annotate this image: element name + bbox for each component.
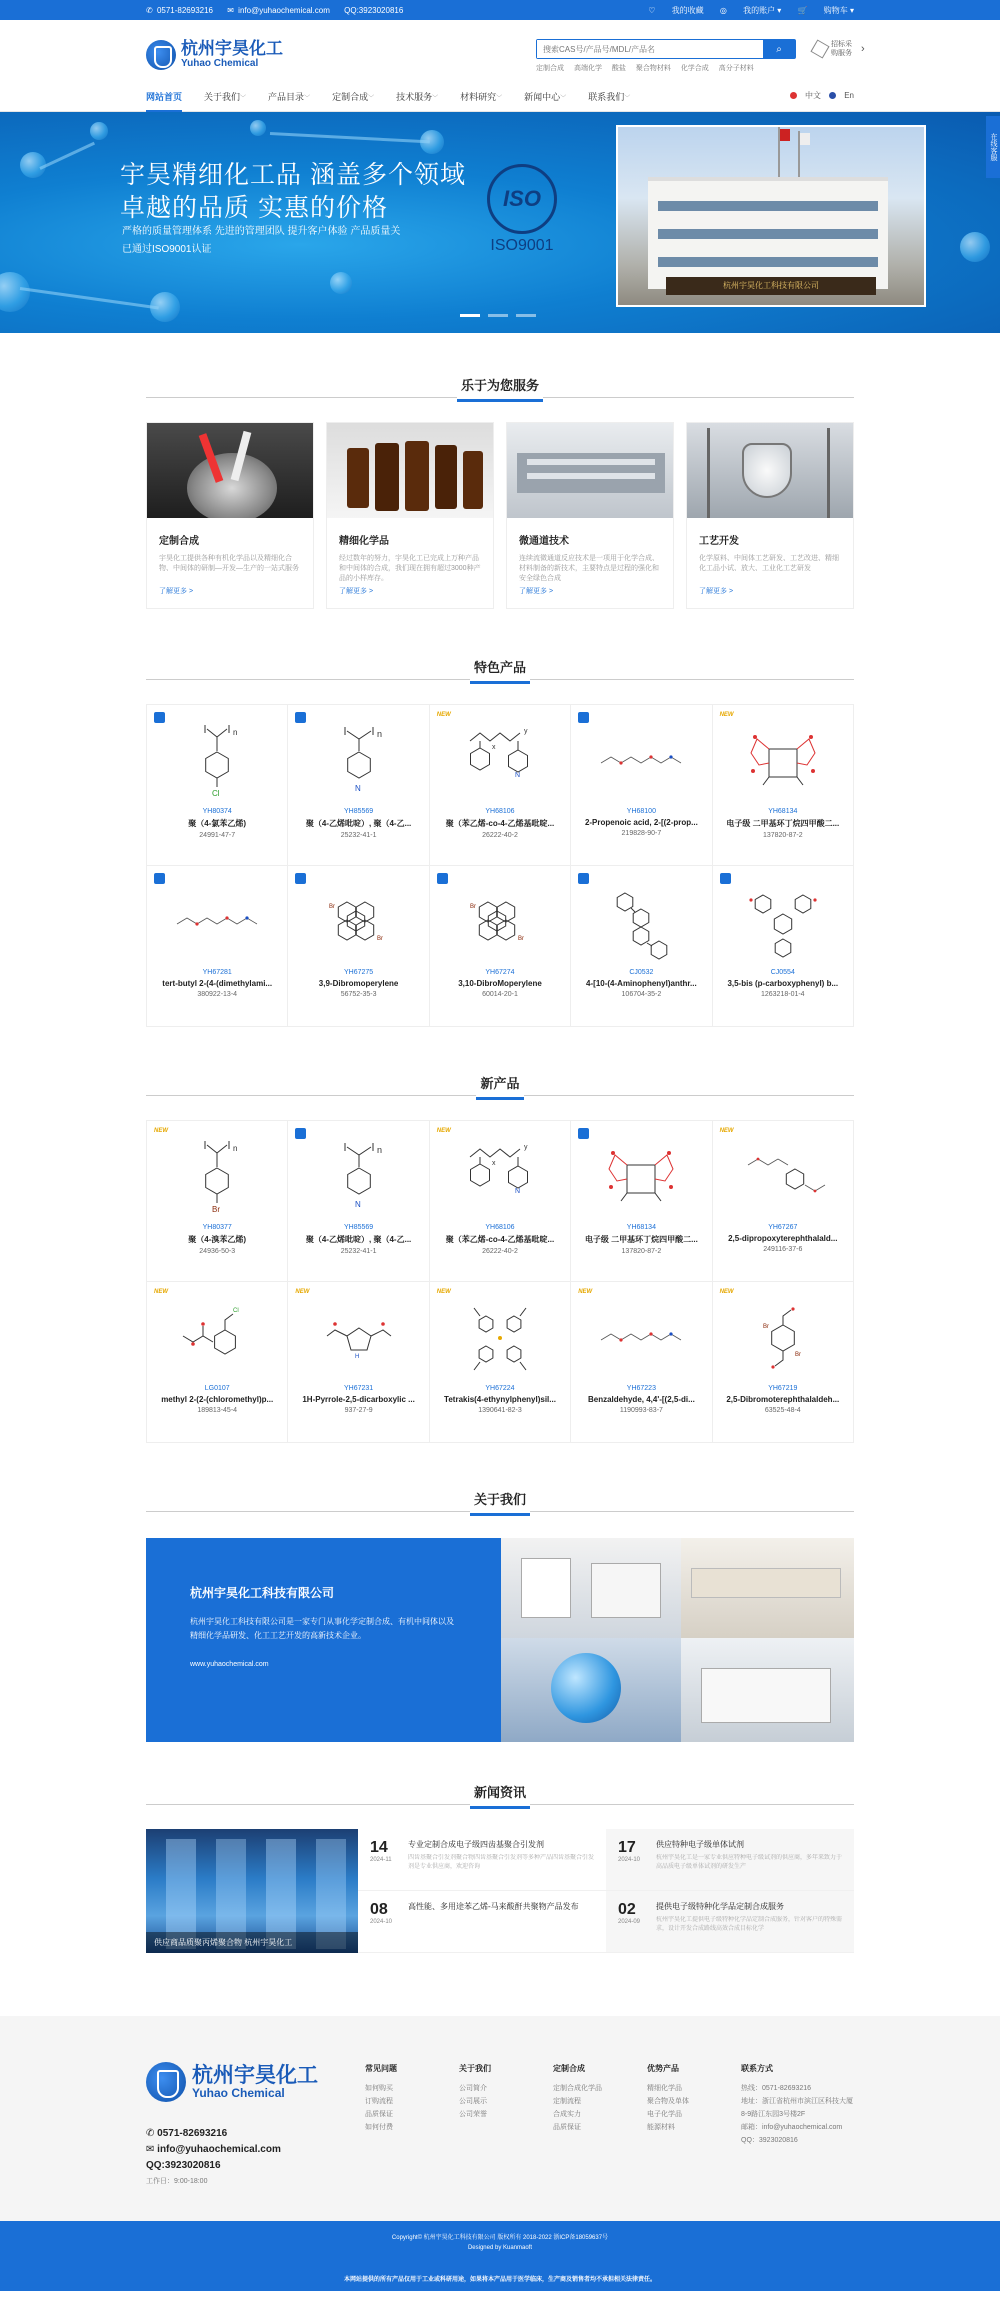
featured-grid (146, 704, 854, 1027)
carousel-dot[interactable] (516, 314, 536, 317)
product-cas: 25232-41-1 (340, 832, 377, 839)
molecule-structure-icon (167, 719, 267, 801)
favorites-link[interactable]: ♡ 我的收藏 (648, 5, 704, 15)
footer-link[interactable]: 公司展示 (459, 2098, 487, 2105)
product-card[interactable] (147, 705, 288, 866)
product-cas: 26222-40-2 (482, 832, 518, 839)
search-area (536, 39, 796, 73)
molecule-structure-icon (591, 1296, 691, 1378)
product-cas: 249116-37-6 (763, 1246, 803, 1253)
thumb-up-badge-icon (295, 873, 306, 884)
language-switch (784, 90, 854, 101)
product-name[interactable]: methyl 2-(2-(chloromethyl)p... (161, 1395, 274, 1404)
nav-contact[interactable]: 联系我们﹀ (588, 92, 631, 102)
news-featured[interactable] (146, 1829, 358, 1953)
thumb-up-badge-icon (578, 712, 589, 723)
new-products-title: 新产品 (146, 1073, 854, 1095)
svg-text:Cl: Cl (233, 1308, 239, 1314)
service-link[interactable] (813, 40, 865, 58)
designer-credit[interactable]: Designed by Kuanmaoft (467, 2245, 533, 2251)
search-tag[interactable]: 高端化学 (573, 65, 602, 72)
product-code[interactable]: YH67224 (485, 1385, 515, 1392)
nav-tech-service[interactable]: 技术服务﹀ (396, 92, 439, 102)
phone-icon: ✆ (146, 5, 155, 15)
china-flag-icon (790, 92, 797, 99)
product-cas: 24991-47-7 (199, 832, 236, 839)
service-label: 招标采购服务 (831, 41, 852, 57)
nav-about[interactable]: 关于我们﹀ (204, 92, 247, 102)
site-footer (0, 2016, 1000, 2221)
uk-flag-icon (829, 92, 836, 99)
hero-banner[interactable] (0, 112, 1000, 333)
product-code[interactable]: YH67223 (626, 1385, 656, 1392)
product-card[interactable] (288, 1282, 429, 1443)
molecule-structure-icon (309, 719, 409, 801)
footer-link[interactable]: 能源材料 (647, 2124, 675, 2131)
footer-column (741, 2063, 861, 2147)
svg-text:N: N (514, 1188, 521, 1195)
copyright-text: Copyright© 杭州宇昊化工科技有限公司 版权所有 2018-2022 浙ICP备18059637号 (391, 2235, 609, 2241)
chevron-down-icon: ﹀ (368, 96, 375, 102)
svg-text:n: n (376, 1145, 382, 1155)
molecule-structure-icon (450, 880, 550, 962)
molecule-structure-icon (733, 880, 833, 962)
product-card[interactable] (713, 866, 854, 1027)
footer-link[interactable]: 合成实力 (553, 2111, 581, 2118)
product-code[interactable]: YH67275 (343, 969, 374, 976)
service-card[interactable] (686, 422, 854, 609)
chevron-down-icon: ﹀ (432, 96, 439, 102)
new-badge-icon: NEW (436, 1128, 451, 1134)
molecule-structure-icon (450, 1296, 550, 1378)
svg-text:x: x (491, 744, 496, 751)
svg-text:N: N (514, 772, 521, 779)
lang-cn[interactable]: 中文 (790, 91, 821, 100)
product-card[interactable] (430, 705, 571, 866)
molecule-structure-icon (733, 1296, 833, 1378)
about-section (146, 1538, 854, 1742)
nav-material-research[interactable]: 材料研究﹀ (460, 92, 503, 102)
product-name[interactable]: 聚（苯乙烯-co-4-乙烯基吡啶... (445, 819, 555, 828)
svg-text:Br: Br (517, 936, 524, 942)
thumb-up-badge-icon (578, 1128, 589, 1139)
service-desc: 宇昊化工提供各种有机化学品以及精细化合物、中间体的研制—开发—生产的一站式服务 (159, 555, 299, 572)
product-card[interactable] (571, 866, 712, 1027)
product-cas: 60014-20-1 (482, 991, 518, 998)
footer-link[interactable]: 品质保证 (553, 2124, 581, 2131)
new-badge-icon: NEW (436, 1289, 451, 1295)
cart-link[interactable]: 🛒 购物车 ▾ (797, 5, 854, 15)
svg-text:n: n (376, 729, 382, 739)
footer-columns (365, 2063, 861, 2147)
service-desc: 连续流微通道反应技术是一项用于化学合成、材料制备的新技术，主要特点是过程的强化和安全绿色合成 (519, 555, 659, 582)
footer-logo[interactable]: 杭州宇昊化工 Yuhao Chemical (146, 2062, 318, 2102)
legal-notice: 本网站提供的所有产品仅用于工业或科研用途，如果将本产品用于医学临床，生产商及销售者均不承担相关法律责任。 (343, 2277, 656, 2283)
product-code[interactable]: YH68100 (626, 808, 656, 815)
about-description: 杭州宇昊化工科技有限公司是一家专门从事化学定制合成、有机中间体以及精细化学品研发、化工工艺开发的高新技术企业。 (190, 1617, 454, 1640)
product-card[interactable] (571, 1282, 712, 1443)
logo-mark-icon (146, 2062, 186, 2102)
search-icon: ⌕ (776, 43, 782, 55)
footer-link: 热线：0571-82693216 (741, 2085, 812, 2092)
learn-more-link[interactable]: 了解更多 > (699, 588, 734, 595)
product-name[interactable]: 2,5-dipropoxyterephthalald... (728, 1234, 838, 1243)
molecule-structure-icon (733, 719, 833, 801)
product-card[interactable] (713, 705, 854, 866)
bottles-photo (327, 423, 493, 518)
footer-column (365, 2063, 459, 2147)
featured-title: 特色产品 (146, 657, 854, 679)
svg-text:N: N (354, 1200, 361, 1209)
chevron-down-icon: ﹀ (560, 96, 567, 102)
search-tag[interactable]: 高分子材料 (718, 65, 754, 72)
footer-link[interactable]: 如何付费 (365, 2124, 393, 2131)
svg-text:y: y (523, 1144, 528, 1151)
product-name[interactable]: Benzaldehyde, 4,4'-[(2,5-di... (587, 1395, 695, 1404)
chevron-down-icon: ﹀ (304, 96, 311, 102)
thumb-up-badge-icon (720, 873, 731, 884)
footer-link[interactable]: 聚合物及单体 (647, 2098, 689, 2105)
product-cas: 56752-35-3 (340, 991, 377, 998)
news-item[interactable]: 17 2024-10 供应特种电子级单体试剂 杭州宇昊化工是一家专业供应特种电子级试剂的供应商，多年来致力于高品质电子级单体试剂的研发生产 (606, 1829, 854, 1891)
molecule-decoration (330, 272, 352, 294)
product-card[interactable] (288, 705, 429, 866)
footer-link[interactable]: 定制流程 (553, 2098, 581, 2105)
news-title: 新闻资讯 (146, 1782, 854, 1804)
molecule-structure-icon (309, 1296, 409, 1378)
product-card[interactable] (288, 1121, 429, 1282)
svg-text:H: H (354, 1354, 359, 1360)
product-name[interactable]: 4-[10-(4-Aminophenyl)anthr... (586, 979, 697, 988)
new-badge-icon: NEW (719, 712, 734, 718)
product-card[interactable] (430, 866, 571, 1027)
footer-column (459, 2063, 553, 2147)
factory-sign: 杭州宇昊化工科技有限公司 (666, 277, 876, 295)
chevron-down-icon: ﹀ (496, 96, 503, 102)
product-name[interactable]: 聚（4-乙烯吡啶）, 聚（4-乙... (305, 819, 412, 828)
product-code[interactable]: YH80374 (202, 808, 232, 815)
svg-text:N: N (354, 784, 361, 793)
product-card[interactable] (713, 1121, 854, 1282)
nav-home[interactable]: 网站首页 (146, 86, 182, 112)
top-bar (0, 0, 1000, 20)
molecule-structure-icon (309, 1135, 409, 1217)
thumb-up-badge-icon (154, 712, 165, 723)
molecule-structure-icon (309, 880, 409, 962)
footer-column (647, 2063, 741, 2147)
product-card[interactable] (713, 1282, 854, 1443)
molecule-structure-icon (591, 719, 691, 801)
new-badge-icon: NEW (436, 712, 451, 718)
service-card[interactable] (326, 422, 494, 609)
product-card[interactable] (571, 705, 712, 866)
product-code[interactable]: CJ0554 (770, 969, 795, 976)
thumb-up-badge-icon (578, 873, 589, 884)
thumb-up-badge-icon (295, 1128, 306, 1139)
search-tag[interactable]: 定制合成 (536, 65, 564, 72)
carousel-dot[interactable] (488, 314, 508, 317)
product-name[interactable]: 聚（4-溴苯乙烯) (188, 1235, 247, 1244)
new-badge-icon: NEW (154, 1128, 168, 1134)
service-card[interactable] (506, 422, 674, 609)
product-name[interactable]: 电子级 二甲基环丁烷四甲酸二... (584, 1235, 698, 1244)
footer-contact: ✆ 0571-82693216 ✉ info@yuhaochemical.com QQ:3923020816 工作日：9:00-18:00 (146, 2128, 281, 2185)
product-name[interactable]: 3,5-bis (p-carboxyphenyl) b... (727, 979, 839, 988)
service-desc: 经过数年的努力，宇昊化工已完成上万种产品和中间体的合成，我们现在拥有超过3000种产品的小样库存。 (339, 555, 481, 582)
product-code[interactable]: YH68134 (768, 808, 798, 815)
lab-photo-collage (501, 1538, 854, 1742)
footer-column (553, 2063, 647, 2147)
service-name: 微通道技术 (519, 536, 569, 547)
services-title: 乐于为您服务 (146, 375, 854, 397)
online-service-tab[interactable]: 在线客服 (986, 116, 1000, 178)
product-cas: 24936-50-3 (199, 1248, 236, 1255)
product-cas: 26222-40-2 (482, 1248, 518, 1255)
product-code[interactable]: YH85569 (343, 808, 374, 815)
product-code[interactable]: YH68106 (485, 1224, 515, 1231)
product-name[interactable]: tert-butyl 2-(4-(dimethylami... (162, 979, 273, 988)
thumb-up-badge-icon (154, 873, 165, 884)
molecule-structure-icon (167, 880, 267, 962)
product-code[interactable]: YH67281 (202, 969, 232, 976)
footer-link[interactable]: 订购流程 (365, 2098, 393, 2105)
news-item[interactable]: 14 2024-11 专业定制合成电子级四齿基聚合引发剂 四齿基聚合引发剂聚合物四齿基聚合引发剂等多种产品四齿基聚合引发剂是专业供应商，欢迎咨询 (358, 1829, 606, 1891)
chevron-down-icon: ﹀ (624, 96, 631, 102)
product-code[interactable]: YH67231 (343, 1385, 374, 1392)
footer-link[interactable]: 如何购买 (365, 2085, 393, 2092)
molecule-structure-icon (450, 719, 550, 801)
service-name: 精细化学品 (339, 536, 389, 547)
learn-more-link[interactable]: 了解更多 > (339, 588, 374, 595)
footer-column-title: 定制合成 (553, 2064, 585, 2073)
microchannel-photo (507, 423, 673, 518)
new-badge-icon: NEW (719, 1289, 734, 1295)
service-card[interactable] (146, 422, 314, 609)
product-code[interactable]: YH80377 (202, 1224, 232, 1231)
molecule-decoration (0, 272, 30, 312)
footer-link: 地址：浙江省杭州市滨江区科技大厦 (741, 2098, 853, 2105)
molecule-structure-icon (733, 1135, 833, 1217)
product-name[interactable]: 3,9-Dibromoperylene (318, 979, 399, 988)
svg-text:Br: Br (328, 904, 335, 910)
footer-link[interactable]: 品质保证 (365, 2111, 393, 2118)
lang-en[interactable]: En (829, 91, 854, 100)
svg-text:n: n (233, 728, 238, 737)
news-item[interactable]: 08 2024-10 高性能、多用途苯乙烯-马来酸酐共聚物产品发布 (358, 1891, 606, 1953)
footer-link: QQ：3923020816 (741, 2137, 798, 2144)
copyright-bar (0, 2221, 1000, 2291)
main-nav (146, 86, 652, 112)
molecule-decoration (960, 232, 990, 262)
product-cas: 1190993-83-7 (619, 1407, 663, 1414)
product-name[interactable]: 3,10-DibroMoperylene (458, 979, 542, 988)
svg-text:Br: Br (794, 1352, 801, 1358)
nav-catalog[interactable]: 产品目录﹀ (268, 92, 311, 102)
molecule-structure-icon (591, 1135, 691, 1217)
product-card[interactable] (430, 1121, 571, 1282)
molecule-decoration (90, 122, 108, 140)
banner-headline: 宇昊精细化工品 涵盖多个领域 卓越的品质 实惠的价格 (120, 161, 466, 222)
svg-text:Br: Br (469, 904, 476, 910)
news-featured-caption: 供应商品质聚丙烯聚合物 杭州宇昊化工 (146, 1932, 358, 1953)
product-name[interactable]: 2,5-Dibromoterephthalaldeh... (726, 1395, 840, 1404)
footer-column-title: 联系方式 (741, 2064, 773, 2073)
molecule-decoration (250, 120, 266, 136)
product-code[interactable]: YH67219 (768, 1385, 798, 1392)
svg-text:Br: Br (762, 1324, 769, 1330)
hexagon-icon (810, 39, 829, 58)
phone-icon: ✆ (146, 2128, 158, 2139)
product-code[interactable]: YH67267 (768, 1224, 798, 1231)
svg-text:Br: Br (212, 1205, 221, 1214)
search-input[interactable] (537, 40, 763, 58)
product-card[interactable] (571, 1121, 712, 1282)
nav-news[interactable]: 新闻中心﹀ (524, 92, 567, 102)
learn-more-link[interactable]: 了解更多 > (519, 588, 554, 595)
molecule-structure-icon (167, 1135, 267, 1217)
mail-icon: ✉ (227, 5, 237, 15)
banner-subtitle: 严格的质量管理体系 先进的管理团队 提升客户体验 产品质量关 已通过ISO9001认证 (122, 226, 401, 255)
product-code[interactable]: YH67274 (485, 969, 515, 976)
account-link[interactable]: ◎ 我的账户 ▾ (719, 5, 782, 15)
svg-text:x: x (491, 1160, 496, 1167)
logo-en: Yuhao Chemical (181, 58, 259, 69)
nav-custom-synthesis[interactable]: 定制合成﹀ (332, 92, 375, 102)
service-name: 工艺开发 (699, 536, 739, 547)
news-item[interactable]: 02 2024-09 提供电子级特种化学品定制合成服务 杭州宇昊化工提供电子级特种化学品定制合成服务，针对客户的特殊需求，设计开发合成路线高效合成目标化学 (606, 1891, 854, 1953)
product-code[interactable]: YH68106 (485, 808, 515, 815)
product-cas: 937-27-9 (344, 1407, 373, 1414)
footer-link[interactable]: 公司简介 (459, 2085, 487, 2092)
product-cas: 1390641-82-3 (478, 1407, 522, 1414)
product-code[interactable]: CJ0532 (629, 969, 654, 976)
thumb-up-badge-icon (437, 873, 448, 884)
product-name[interactable]: 聚（4-乙烯吡啶）, 聚（4-乙... (305, 1235, 412, 1244)
svg-text:n: n (233, 1144, 238, 1153)
footer-link[interactable]: 精细化学品 (647, 2085, 682, 2092)
product-card[interactable] (147, 1282, 288, 1443)
pilot-plant-photo (687, 423, 853, 518)
product-code[interactable]: LG0107 (204, 1385, 230, 1392)
site-header (0, 20, 1000, 112)
product-cas: 63525-48-4 (764, 1407, 801, 1414)
new-badge-icon: NEW (578, 1289, 593, 1295)
product-card[interactable] (147, 1121, 288, 1282)
product-cas: 1263218-01-4 (760, 991, 805, 998)
product-name[interactable]: 电子级 二甲基环丁烷四甲酸二... (726, 819, 840, 828)
new-badge-icon: NEW (295, 1289, 310, 1295)
product-code[interactable]: YH85569 (343, 1224, 374, 1231)
search-hot-tags (536, 63, 796, 73)
product-name[interactable]: 2-Propenoic acid, 2-[(2-prop... (584, 818, 698, 827)
product-cas: 106704-35-2 (621, 991, 662, 998)
logo-mark-icon (146, 40, 176, 70)
molecule-structure-icon (167, 1296, 267, 1378)
product-card[interactable] (430, 1282, 571, 1443)
iso-logo-icon: ISO (487, 164, 557, 234)
site-logo[interactable] (146, 40, 283, 70)
product-code[interactable]: YH68134 (626, 1224, 656, 1231)
topbar-phone: 0571-82693216 (156, 5, 213, 15)
product-name[interactable]: 聚（4-氯苯乙烯) (188, 819, 247, 828)
learn-more-link[interactable]: 了解更多 > (159, 588, 194, 595)
mail-icon: ✉ (146, 2144, 158, 2155)
search-tag[interactable]: 酸盐 (611, 65, 626, 72)
search-tag[interactable]: 聚合物材料 (635, 65, 671, 72)
carousel-dot[interactable] (460, 314, 480, 317)
new-badge-icon: NEW (719, 1128, 734, 1134)
service-desc: 化学原料、中间体工艺研发、工艺改进、精细化工品小试、放大、工业化工艺研发 (699, 555, 839, 572)
search-button[interactable] (763, 40, 795, 58)
product-name[interactable]: 1H-Pyrrole-2,5-dicarboxylic ... (302, 1395, 415, 1404)
reactor-photo (147, 423, 313, 518)
footer-link[interactable]: 定制合成化学品 (553, 2085, 602, 2092)
footer-column-title: 优势产品 (647, 2064, 679, 2073)
svg-text:Br: Br (376, 936, 383, 942)
topbar-qq: QQ:3923020816 (344, 5, 404, 15)
product-name[interactable]: Tetrakis(4-ethynylphenyl)sil... (444, 1395, 556, 1404)
services-list (146, 422, 854, 609)
footer-link[interactable]: 公司荣誉 (459, 2111, 487, 2118)
footer-column-title: 关于我们 (459, 2064, 491, 2073)
search-tag[interactable]: 化学合成 (680, 65, 709, 72)
about-url[interactable]: www.yuhaochemical.com (190, 1661, 269, 1668)
thumb-up-badge-icon (295, 712, 306, 723)
carousel-dots (460, 314, 544, 317)
molecule-structure-icon (450, 1135, 550, 1217)
chevron-down-icon: ﹀ (240, 96, 247, 102)
footer-link: 邮箱：info@yuhaochemical.com (741, 2124, 843, 2131)
new-badge-icon: NEW (154, 1289, 168, 1295)
product-cas: 189813-45-4 (197, 1407, 238, 1414)
iso-badge: ISO ISO9001 (487, 164, 557, 255)
product-cas: 25232-41-1 (340, 1248, 377, 1255)
product-card[interactable] (288, 866, 429, 1027)
about-company-name: 杭州宇昊化工科技有限公司 (190, 1586, 335, 1600)
factory-photo (616, 125, 926, 307)
service-name: 定制合成 (159, 536, 199, 547)
footer-link: 8-9路江东园3号楼2F (741, 2111, 806, 2118)
footer-column-title: 常见问题 (365, 2064, 397, 2073)
product-cas: 137820-87-2 (762, 832, 803, 839)
product-card[interactable] (147, 866, 288, 1027)
product-name[interactable]: 聚（苯乙烯-co-4-乙烯基吡啶... (445, 1235, 555, 1244)
chevron-right-icon: › (861, 43, 865, 55)
about-title: 关于我们 (146, 1489, 854, 1511)
svg-text:Cl: Cl (212, 789, 220, 798)
topbar-email[interactable]: info@yuhaochemical.com (238, 5, 330, 15)
molecule-structure-icon (591, 880, 691, 962)
new-products-grid (146, 1120, 854, 1443)
news-section (146, 1829, 854, 1953)
footer-link[interactable]: 电子化学品 (647, 2111, 682, 2118)
logo-cn: 杭州宇昊化工 (181, 39, 283, 59)
product-cas: 137820-87-2 (621, 1248, 662, 1255)
product-cas: 380922-13-4 (197, 991, 238, 998)
svg-text:y: y (523, 728, 528, 735)
product-cas: 219828-90-7 (621, 830, 662, 837)
